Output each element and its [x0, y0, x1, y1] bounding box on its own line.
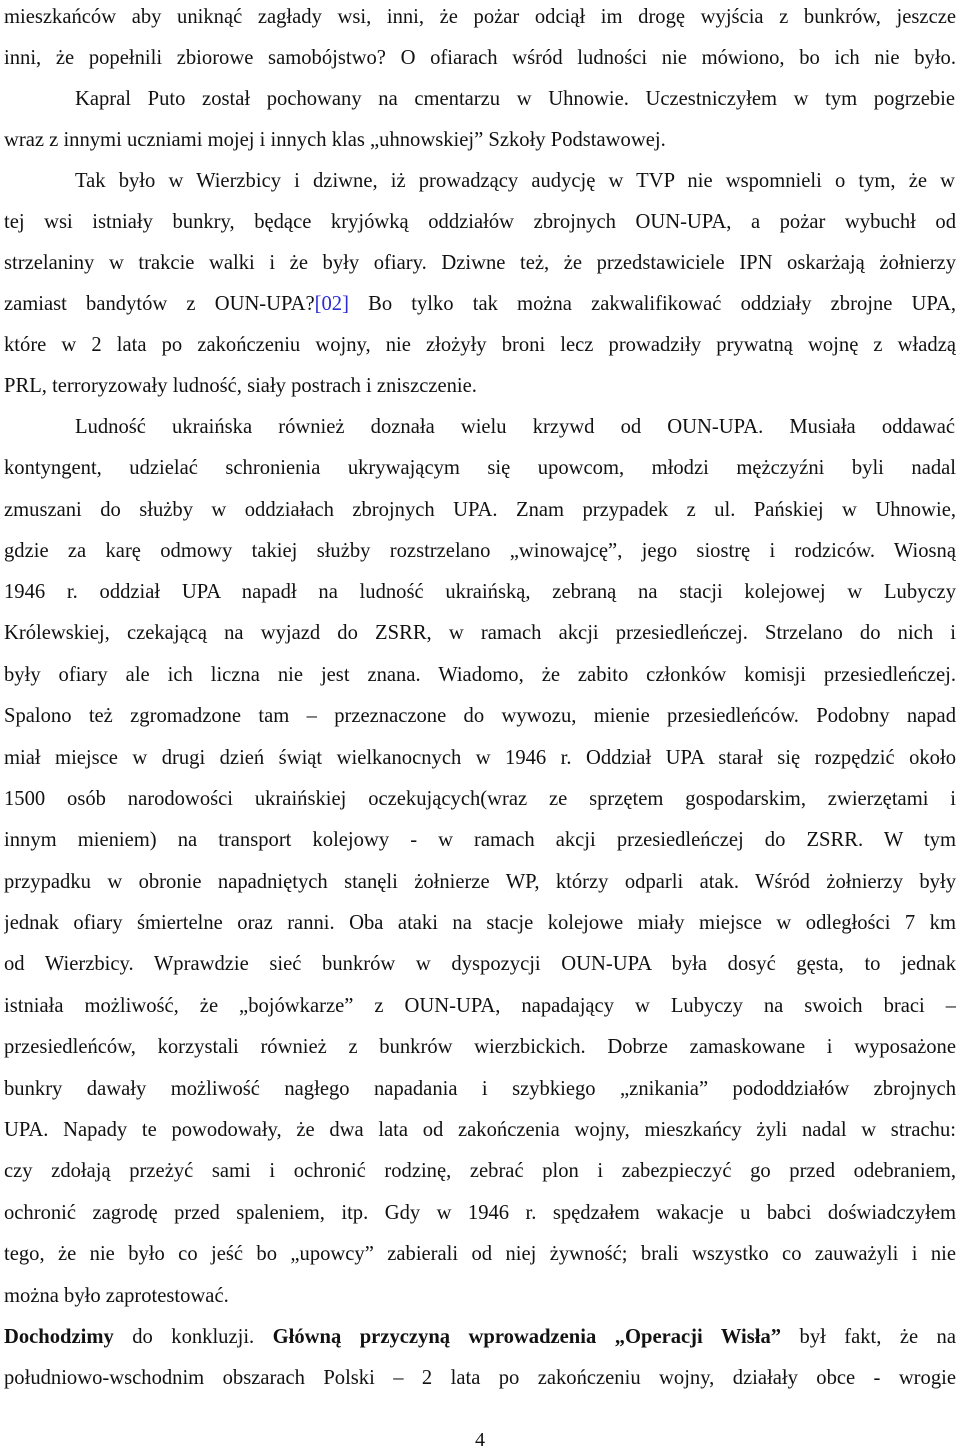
text-span: Bo tylko tak można zakwalifikować oddziały zbrojne UPA, [348, 293, 956, 315]
text-line: gdzie za karę odmowy takiej służby rozstrzelano „winowajcę”, jego siostrę i rodziców. Wiosną [4, 540, 956, 562]
text-line: tego, że nie było co jeść bo „upowcy” zabierali od niej żywność; brali wszystko co zauważyli i nie [4, 1243, 956, 1265]
text-line: południowo-wschodnim obszarach Polski – 2 lata po zakończeniu wojny, działały obce - wrogie [4, 1367, 956, 1389]
text-line [4, 283, 956, 325]
text-line: 1946 r. oddział UPA napadł na ludność ukraińską, zebraną na stacji kolejowej w Lubyczy [4, 581, 956, 603]
footnote-reference-link[interactable]: [02] [314, 293, 349, 315]
text-line: miał miejsce w drugi dzień świąt wielkanocnych w 1946 r. Oddział UPA starał się rozpędzić około [4, 747, 956, 769]
text-line: innym mieniem) na transport kolejowy - w ramach akcji przesiedleńczej do ZSRR. W tym [4, 829, 956, 851]
text-line: ochronić zagrodę przed spaleniem, itp. Gdy w 1946 r. spędzałem wakacje u babci doświadczyłem [4, 1202, 956, 1224]
text-line: Kapral Puto został pochowany na cmentarzu w Uhnowie. Uczestniczyłem w tym pogrzebie [75, 88, 955, 110]
text-line: mieszkańców aby uniknąć zagłady wsi, inni, że pożar odciął im drogę wyjścia z bunkrów, jeszcze [4, 6, 956, 28]
text-line: kontyngent, udzielać schronienia ukrywającym się upowcom, młodzi mężczyźni byli nadal [4, 457, 956, 479]
text-line: inni, że popełnili zbiorowe samobójstwo? O ofiarach wśród ludności nie mówiono, bo ich nie było. [4, 47, 956, 69]
text-line: można było zaprotestować. [4, 1285, 229, 1307]
text-line: bunkry dawały możliwość nagłego napadania i szybkiego „znikania” pododdziałów zbrojnych [4, 1078, 956, 1100]
text-line: wraz z innymi uczniami mojej i innych klas „uhnowskiej” Szkoły Podstawowej. [4, 129, 666, 151]
text-line: zmuszani do służby w oddziałach zbrojnych UPA. Znam przypadek z ul. Pańskiej w Uhnowie, [4, 499, 956, 521]
text-line: UPA. Napady te powodowały, że dwa lata od zakończenia wojny, mieszkańcy żyli nadal w strachu: [4, 1119, 956, 1141]
text-span: zamiast bandytów z OUN-UPA? [4, 293, 315, 315]
text-line: tej wsi istniały bunkry, będące kryjówką oddziałów zbrojnych OUN-UPA, a pożar wybuchł od [4, 211, 956, 233]
text-span: był fakt, że na [781, 1326, 956, 1348]
text-line: przesiedleńców, korzystali również z bunkrów wierzbickich. Dobrze zamaskowane i wyposażone [4, 1036, 956, 1058]
text-line: które w 2 lata po zakończeniu wojny, nie złożyły broni lecz prowadziły prywatną wojnę z władzą [4, 334, 956, 356]
text-line: istniała możliwość, że „bojówkarze” z OUN-UPA, napadający w Lubyczy na swoich braci – [4, 995, 956, 1017]
bold-text-span: Główną przyczyną wprowadzenia „Operacji Wisła” [272, 1326, 782, 1348]
text-span: do konkluzji. [113, 1326, 273, 1348]
text-line: jednak ofiary śmiertelne oraz ranni. Oba ataki na stacje kolejowe miały miejsce w odległości 7 km [4, 912, 956, 934]
text-line: czy zdołają przeżyć sami i ochronić rodzinę, zebrać plon i zabezpieczyć go przed odebraniem, [4, 1160, 956, 1182]
text-line: przypadku w obronie napadniętych stanęli żołnierze WP, którzy odparli atak. Wśród żołnierzy były [4, 871, 956, 893]
bold-text-span: Dochodzimy [4, 1326, 114, 1348]
text-line: Ludność ukraińska również doznała wielu krzywd od OUN-UPA. Musiała oddawać [75, 416, 955, 438]
text-line: Królewskiej, czekającą na wyjazd do ZSRR, w ramach akcji przesiedleńczej. Strzelano do nich i [4, 622, 956, 644]
text-line: były ofiary ale ich liczna nie jest znana. Wiadomo, że zabito członków komisji przesiedleńczej. [4, 664, 956, 686]
text-line: Tak było w Wierzbicy i dziwne, iż prowadzący audycję w TVP nie wspomnieli o tym, że w [75, 170, 955, 192]
text-line: strzelaniny w trakcie walki i że były ofiary. Dziwne też, że przedstawiciele IPN oskarżają żołnierzy [4, 252, 956, 274]
page-number: 4 [475, 1429, 485, 1451]
text-line [4, 1316, 956, 1358]
text-line: od Wierzbicy. Wprawdzie sieć bunkrów w dyspozycji OUN-UPA była dosyć gęsta, to jednak [4, 953, 956, 975]
text-line: Spalono też zgromadzone tam – przeznaczone do wywozu, mienie przesiedleńców. Podobny napad [4, 705, 956, 727]
text-line: PRL, terroryzowały ludność, siały postrach i zniszczenie. [4, 375, 477, 397]
text-line: 1500 osób narodowości ukraińskiej oczekujących(wraz ze sprzętem gospodarskim, zwierzętami i [4, 788, 956, 810]
